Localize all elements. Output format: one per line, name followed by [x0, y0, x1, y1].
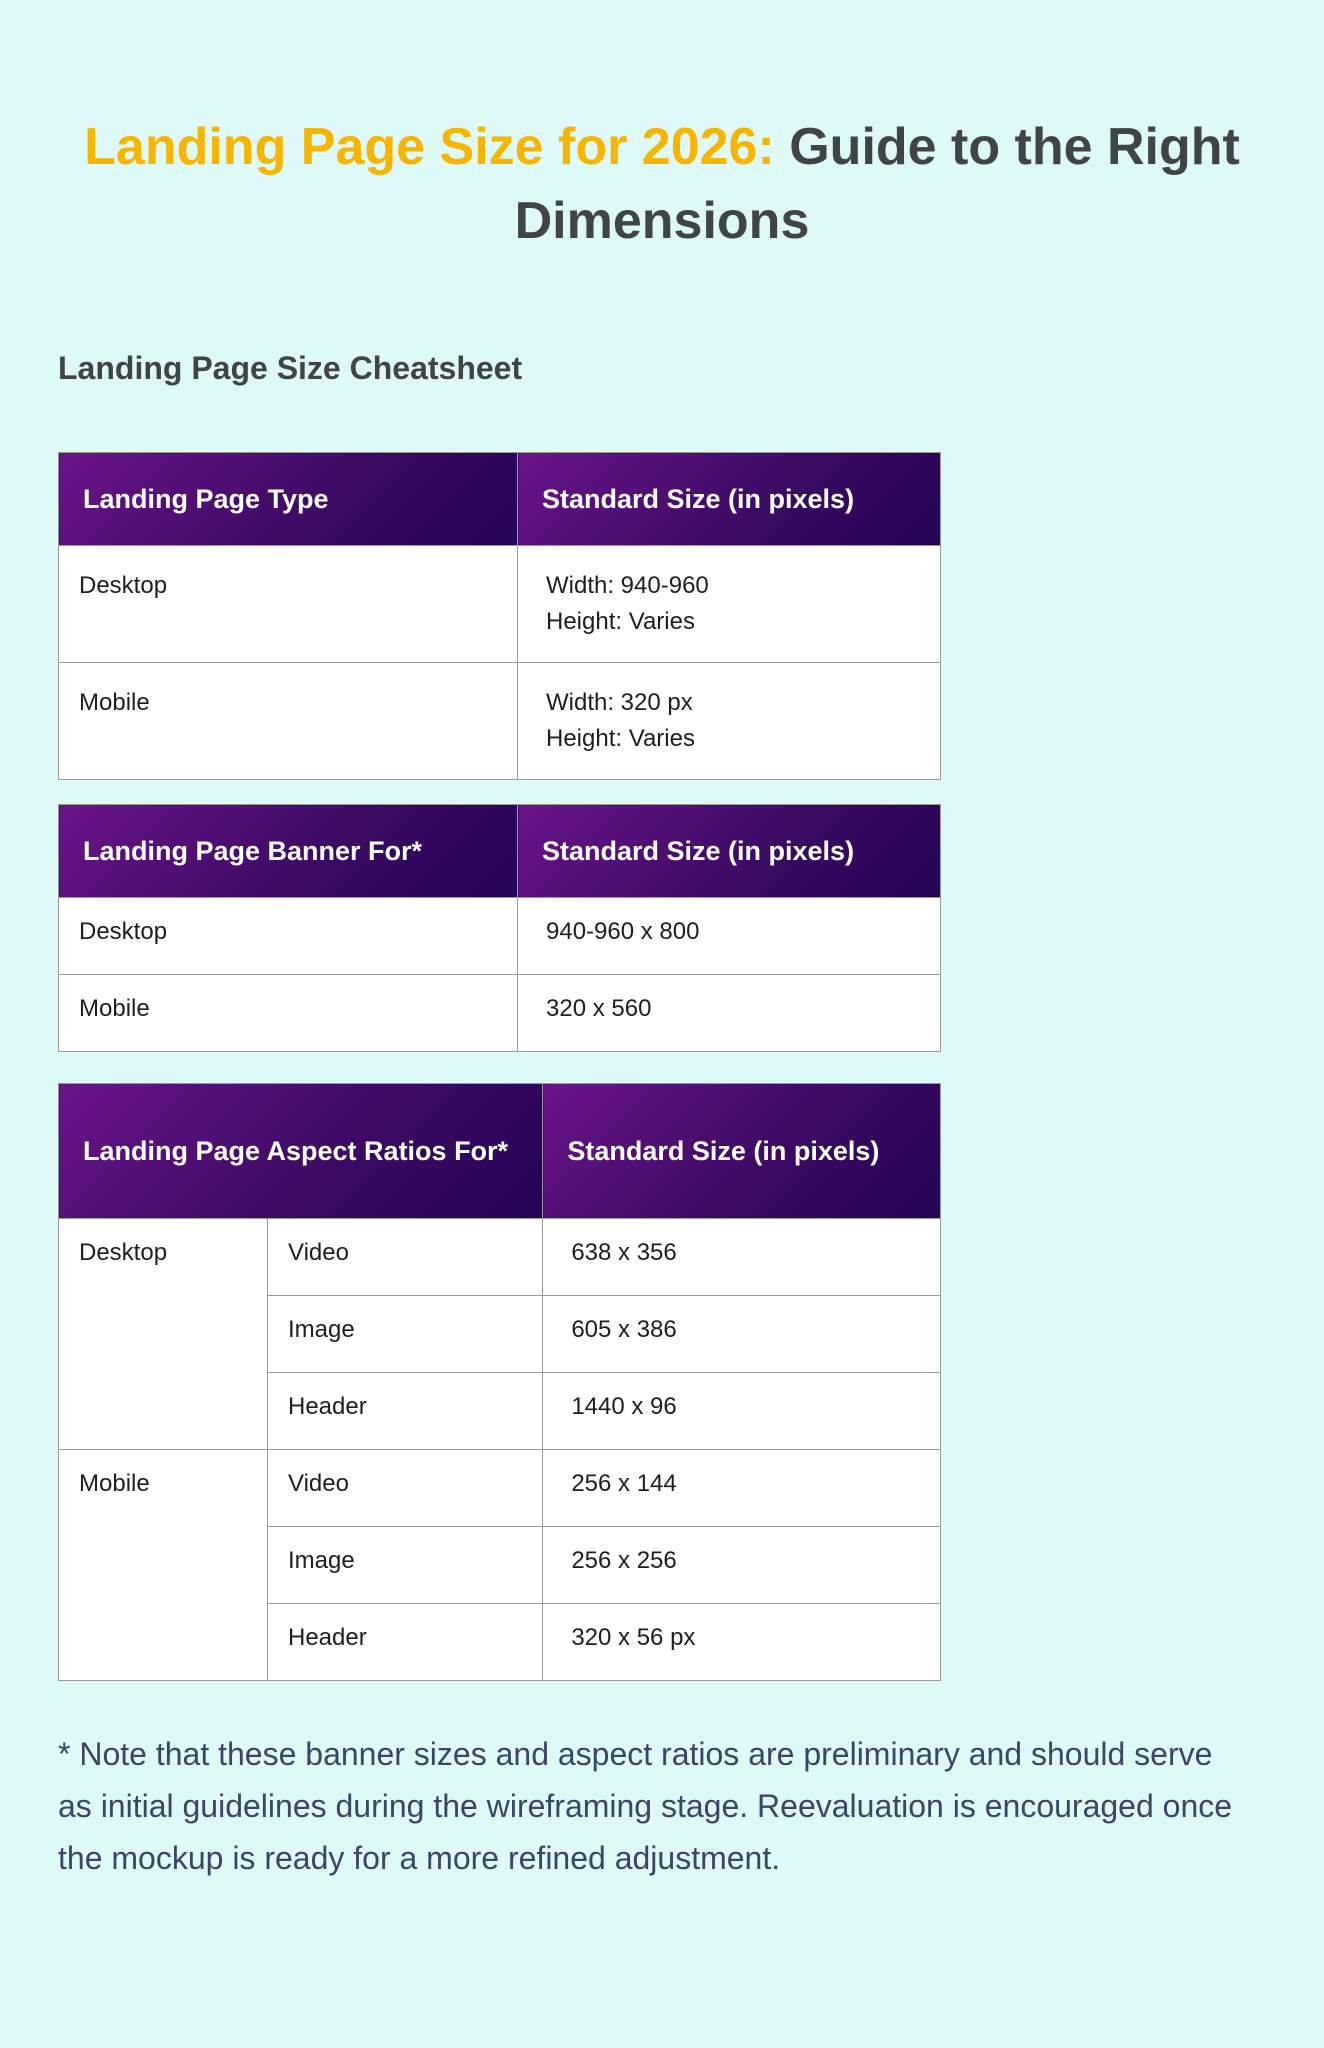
page-title: [0, 110, 1324, 258]
cell-size: 605 x 386: [543, 1296, 941, 1373]
cell-device: Desktop: [59, 1219, 268, 1450]
cell-kind: Header: [268, 1373, 543, 1450]
cell-type: Desktop: [59, 898, 518, 975]
size-width: Width: 940-960: [546, 572, 709, 599]
cell-size: [518, 663, 941, 780]
cell-size: 638 x 356: [543, 1219, 941, 1296]
cell-type: Mobile: [59, 975, 518, 1052]
table-header: Landing Page Aspect Ratios For*: [59, 1084, 543, 1219]
cell-size: 940-960 x 800: [518, 898, 941, 975]
table-row: [59, 975, 941, 1052]
table-row: [59, 663, 941, 780]
cell-size: 320 x 56 px: [543, 1604, 941, 1681]
table-row: [59, 546, 941, 663]
table-header: Landing Page Type: [59, 453, 518, 546]
cell-kind: Image: [268, 1527, 543, 1604]
cell-kind: Header: [268, 1604, 543, 1681]
cell-type: Mobile: [59, 663, 518, 780]
cell-size: [518, 546, 941, 663]
title-rest: Guide to the Right Dimensions: [514, 118, 1240, 250]
section-heading: Landing Page Size Cheatsheet: [58, 350, 523, 386]
cell-size: 256 x 144: [543, 1450, 941, 1527]
table-row: [59, 1219, 941, 1296]
size-width: Width: 320 px: [546, 689, 693, 716]
cell-kind: Video: [268, 1219, 543, 1296]
size-height: Height: Varies: [546, 725, 695, 752]
footnote: * Note that these banner sizes and aspect ratios are preliminary and should serve as initial guidelines during the wireframing stage. Reevaluation is encouraged once the mockup is ready for a more refined adjustment.: [58, 1736, 1233, 1876]
table-row: [59, 898, 941, 975]
cell-device: Mobile: [59, 1450, 268, 1681]
table-header: Standard Size (in pixels): [518, 805, 941, 898]
cell-kind: Image: [268, 1296, 543, 1373]
landing-page-type-table: [58, 452, 941, 780]
table-header: Standard Size (in pixels): [518, 453, 941, 546]
cell-size: 256 x 256: [543, 1527, 941, 1604]
banner-size-table: [58, 804, 941, 1052]
cell-kind: Video: [268, 1450, 543, 1527]
cell-size: 320 x 560: [518, 975, 941, 1052]
title-year: 2026:: [641, 118, 775, 176]
table-header: Landing Page Banner For*: [59, 805, 518, 898]
cell-size: 1440 x 96: [543, 1373, 941, 1450]
title-highlight: Landing Page Size for: [84, 118, 642, 176]
table-header: Standard Size (in pixels): [543, 1084, 941, 1219]
size-height: Height: Varies: [546, 608, 695, 635]
cell-type: Desktop: [59, 546, 518, 663]
aspect-ratio-table: [58, 1083, 941, 1681]
table-row: [59, 1450, 941, 1527]
